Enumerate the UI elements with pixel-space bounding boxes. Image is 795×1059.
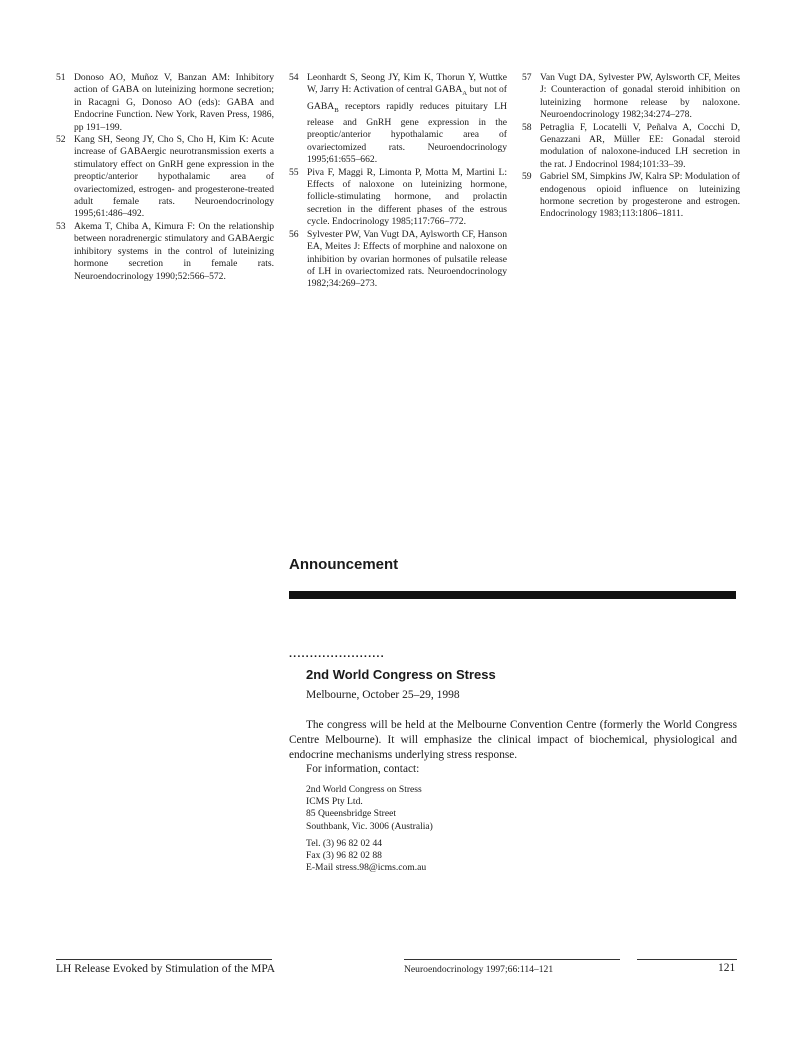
reference-number: 56 [289, 228, 299, 240]
reference-item [289, 229, 507, 291]
reference-number: 57 [522, 72, 532, 83]
footer-rule-left [56, 959, 272, 960]
reference-text: Piva F, Maggi R, Limonta P, Motta M, Martini L: Effects of naloxone on luteinizing hormone, follicle-stimulating hormone, and prolactin secretion in the different phases of the estrous cycle. Endocrinology 1985;117:766–772. [307, 166, 507, 228]
reference-item [56, 134, 274, 221]
reference-number: 51 [56, 72, 66, 83]
reference-number: 54 [289, 72, 299, 83]
reference-item [522, 171, 740, 221]
telephone: Tel. (3) 96 82 02 44 [306, 838, 383, 849]
footer-rule-right [637, 959, 737, 960]
address-line: 85 Queensbridge Street [306, 808, 397, 820]
running-title: LH Release Evoked by Stimulation of the MPA [56, 963, 276, 975]
reference-number: 59 [522, 171, 532, 183]
reference-text: Sylvester PW, Van Vugt DA, Aylsworth CF, Hanson EA, Meites J: Effects of morphine and naloxone on inhibition by ovarian hormones of pulsatile release of LH in ovariectomized rats. Neuroendocrinology 1982;34:269–273. [307, 228, 507, 290]
reference-text: Petraglia F, Locatelli V, Peñalva A, Cocchi D, Genazzani AR, Müller EE: Gonadal steroid modulation of naloxone-induced LH secretion in the rat. J Endocrinol 1984;101:33–39. [540, 121, 740, 170]
contact-details [306, 838, 426, 875]
reference-item [56, 221, 274, 283]
reference-item [522, 72, 740, 122]
reference-number: 53 [56, 220, 66, 232]
email: E-Mail stress.98@icms.com.au [306, 862, 427, 874]
reference-text: Donoso AO, Muñoz V, Banzan AM: Inhibitory action of GABA on luteinizing hormone secretion; in Racagni G, Donoso AO (eds): GABA and Endocrine Function. New York, Raven Press, 1986, pp 191–199. [74, 72, 274, 133]
contact-address [306, 784, 433, 833]
reference-item [289, 72, 507, 167]
address-line: ICMS Pty Ltd. [306, 796, 363, 808]
reference-text: Akema T, Chiba A, Kimura F: On the relationship between noradrenergic stimulatory and GABAergic inhibitory systems in the control of luteinizing hormone secretion in female rats. Neuroendocrinology 1990;52:566–572. [74, 220, 274, 282]
reference-number: 55 [289, 166, 299, 178]
footer-rule-center [404, 959, 620, 960]
reference-text: Kang SH, Seong JY, Cho S, Cho H, Kim K: Acute increase of GABAergic neurotransmission exerts a stimulatory effect on GnRH gene expression in the preoptic/anterior hypothalamic area of ovariectomized, estrogen- and progesterone-treated adult female rats. Neuroendocrinology 1995;61:486–492. [74, 134, 274, 220]
reference-column-2 [289, 72, 507, 291]
reference-item [56, 72, 274, 134]
dotted-separator: ······················· [289, 651, 385, 663]
page-number: 121 [718, 962, 736, 974]
event-title: 2nd World Congress on Stress [306, 667, 496, 682]
reference-item [522, 122, 740, 172]
fax: Fax (3) 96 82 02 88 [306, 850, 382, 862]
reference-item [289, 167, 507, 229]
announcement-body: The congress will be held at the Melbourne Convention Centre (formerly the World Congress Centre Melbourne). It will emphasize the clinical impact of biochemical, physiological and endocrine mechanisms underlying stress response. [289, 719, 737, 762]
reference-number: 58 [522, 121, 532, 133]
reference-number: 52 [56, 134, 66, 146]
contact-intro: For information, contact: [306, 763, 420, 775]
announcement-heading: Announcement [289, 556, 399, 573]
event-location-date: Melbourne, October 25–29, 1998 [306, 689, 460, 701]
reference-text: Gabriel SM, Simpkins JW, Kalra SP: Modulation of endogenous opioid influence on luteinizing hormone secretion by progesterone and estrogen. Endocrinology 1983;113:1806–1811. [540, 171, 740, 220]
reference-column-3 [522, 72, 740, 221]
reference-text: Leonhardt S, Seong JY, Kim K, Thorun Y, Wuttke W, Jarry H: Activation of central $GABA_A$ but not of $GABA_B$ receptors rapidly reduces pituitary LH release and GnRH gene expression in the preoptic/anterior hypothalamic area of ovariectomized rats. Neuroendocrinology 1995;61:655–662. [307, 72, 507, 166]
journal-citation: Neuroendocrinology 1997;66:114–121 [404, 964, 554, 975]
announcement-rule [289, 591, 736, 599]
address-line: Southbank, Vic. 3006 (Australia) [306, 820, 433, 832]
address-line: 2nd World Congress on Stress [306, 784, 422, 795]
reference-column-1 [56, 72, 274, 283]
reference-text: Van Vugt DA, Sylvester PW, Aylsworth CF, Meites J: Counteraction of gonadal steroid inhibition on luteinizing hormone release by naloxone. Neuroendocrinology 1982;34:274–278. [540, 72, 740, 121]
